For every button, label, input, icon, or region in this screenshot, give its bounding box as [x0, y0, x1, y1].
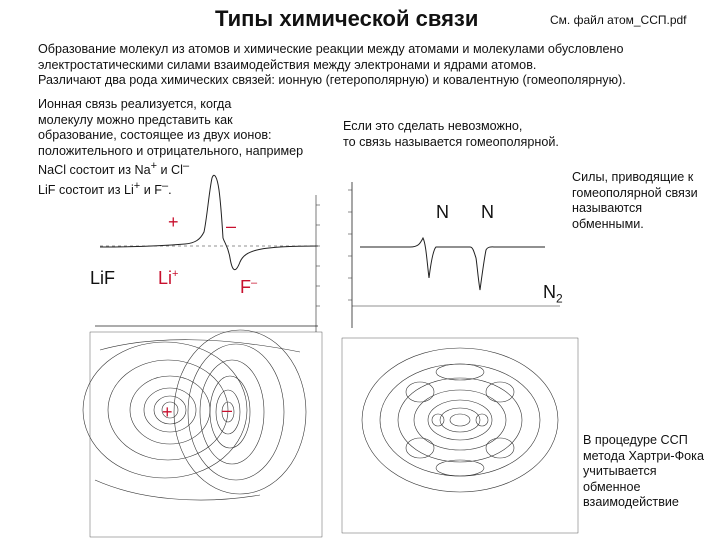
ionic-line: Ионная связь реализуется, когда	[38, 97, 232, 111]
hartree-fock-text: В процедуре ССП метода Хартри-Фока учитывается обменное взаимодействие	[583, 433, 704, 509]
intro-line: Различают два рода химических связей: ионную (гетерополярную) и ковалентную (гомеополярную).	[38, 73, 626, 87]
lif-contour-map	[83, 330, 322, 537]
lif-plot-ticks	[316, 205, 320, 306]
lif-label: LiF	[90, 268, 116, 288]
exchange-forces-text: Силы, приводящие к гомеополярной связи называются обменными.	[572, 170, 698, 231]
f-ion-label: F–	[240, 277, 258, 297]
li-ion-label: Li+	[158, 268, 179, 288]
n2-label: $N_2$	[543, 282, 563, 306]
nacl-line: NaCl состоит из Na+ и Cl–	[38, 160, 190, 178]
lif-line: LiF состоит из Li+ и F–.	[38, 179, 172, 197]
intro-line: электростатическими силами взаимодействия между электронами и ядрами атомов.	[38, 57, 537, 72]
intro-line: Образование молекул из атомов и химические реакции между атомами и молекулами обусловлено	[38, 42, 624, 56]
page-title: Типы химической связи	[215, 6, 479, 31]
ionic-line: положительного и отрицательного, например	[38, 143, 304, 158]
ionic-line: молекулу можно представить как	[38, 112, 233, 127]
n2-contour-map	[342, 338, 578, 533]
plus-sign: +	[162, 402, 173, 422]
n-atom-label: N	[436, 202, 449, 222]
lif-density-plot	[95, 175, 318, 332]
n2-plot-ticks	[348, 190, 352, 300]
n2-density-plot	[352, 182, 560, 328]
covalent-line: то связь называется гомеополярной.	[343, 134, 559, 149]
reference-note: См. файл атом_ССП.pdf	[550, 13, 687, 27]
plus-sign: +	[168, 212, 179, 232]
ionic-line: образование, состоящее из двух ионов:	[38, 128, 272, 142]
minus-sign: –	[226, 216, 237, 236]
covalent-line: Если это сделать невозможно,	[343, 119, 523, 133]
n-atom-label: N	[481, 202, 494, 222]
minus-sign: –	[222, 400, 233, 420]
